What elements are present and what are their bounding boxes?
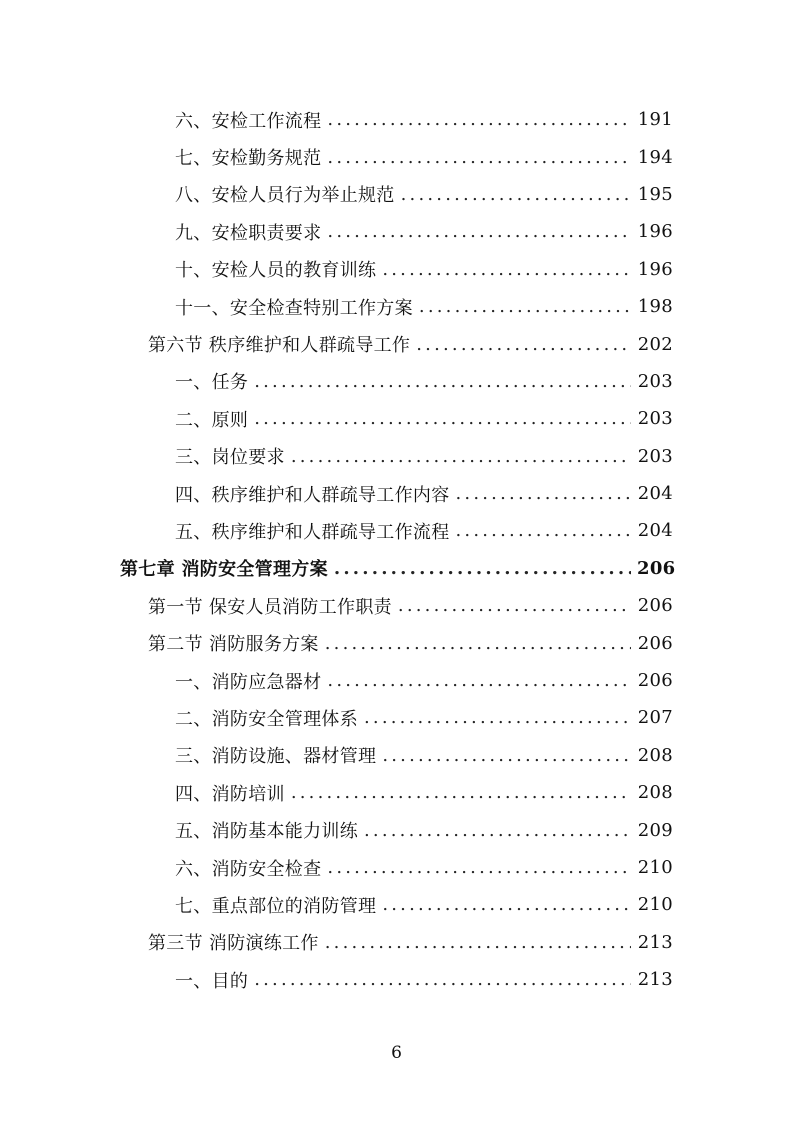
- toc-entry-page-number: 208: [637, 744, 673, 766]
- toc-entry-title: 十一、安全检查特别工作方案: [175, 297, 413, 319]
- toc-entry-title: 五、秩序维护和人群疏导工作流程: [175, 521, 450, 543]
- toc-entry-title: 七、重点部位的消防管理: [175, 895, 377, 917]
- dot-leader: [364, 820, 631, 841]
- toc-entry-section[interactable]: [0, 924, 793, 961]
- toc-entry-page-number: 207: [637, 707, 673, 729]
- toc-entry-title: 三、岗位要求: [175, 447, 285, 469]
- toc-entry-item[interactable]: [0, 811, 793, 848]
- toc-entry-item[interactable]: [0, 886, 793, 923]
- toc-entry-page-number: 195: [637, 183, 673, 205]
- toc-entry-title: 六、安检工作流程: [175, 110, 322, 132]
- toc-entry-section[interactable]: [0, 587, 793, 624]
- dot-leader: [419, 296, 631, 317]
- toc-entry-item[interactable]: [0, 400, 793, 437]
- toc-entry-item[interactable]: [0, 138, 793, 175]
- dot-leader: [327, 857, 631, 878]
- toc-entry-title: 第一节 保安人员消防工作职责: [148, 596, 392, 618]
- toc-entry-title: 四、消防培训: [175, 783, 285, 805]
- toc-entry-section[interactable]: [0, 624, 793, 661]
- dot-leader: [327, 147, 631, 168]
- dot-leader: [327, 670, 631, 691]
- toc-entry-title: 第二节 消防服务方案: [148, 634, 319, 656]
- toc-entry-item[interactable]: [0, 512, 793, 549]
- toc-entry-page-number: 203: [637, 408, 673, 430]
- dot-leader: [327, 109, 631, 130]
- toc-entry-chapter[interactable]: [0, 550, 793, 587]
- dot-leader: [401, 184, 631, 205]
- dot-leader: [291, 446, 631, 467]
- toc-entry-item[interactable]: [0, 737, 793, 774]
- toc-entry-page-number: 198: [637, 296, 673, 318]
- dot-leader: [382, 259, 631, 280]
- toc-entry-page-number: 208: [637, 782, 673, 804]
- toc-entry-item[interactable]: [0, 438, 793, 475]
- toc-entry-page-number: 204: [637, 520, 673, 542]
- toc-entry-title: 二、原则: [175, 409, 249, 431]
- toc-entry-page-number: 191: [637, 109, 673, 131]
- dot-leader: [456, 483, 632, 504]
- toc-entry-title: 一、目的: [175, 970, 249, 992]
- toc-entry-title: 三、消防设施、器材管理: [175, 746, 377, 768]
- dot-leader: [325, 633, 631, 654]
- dot-leader: [327, 221, 631, 242]
- toc-entry-title: 第六节 秩序维护和人群疏导工作: [148, 335, 411, 357]
- page-number: 6: [391, 1043, 402, 1063]
- toc-entry-page-number: 196: [637, 258, 673, 280]
- toc-entry-item[interactable]: [0, 662, 793, 699]
- toc-entry-item[interactable]: [0, 849, 793, 886]
- toc-entry-item[interactable]: [0, 288, 793, 325]
- toc-entry-item[interactable]: [0, 213, 793, 250]
- dot-leader: [334, 558, 631, 579]
- toc-entry-title: 第三节 消防演练工作: [148, 933, 319, 955]
- toc-entry-title: 八、安检人员行为举止规范: [175, 185, 395, 207]
- toc-entry-page-number: 213: [637, 969, 673, 991]
- toc-entry-item[interactable]: [0, 475, 793, 512]
- toc-entry-item[interactable]: [0, 251, 793, 288]
- toc-entry-page-number: 202: [637, 333, 673, 355]
- toc-entry-page-number: 203: [637, 370, 673, 392]
- toc-entry-title: 二、消防安全管理体系: [175, 708, 358, 730]
- toc-entry-page-number: 204: [637, 483, 673, 505]
- dot-leader: [325, 932, 631, 953]
- toc-entry-page-number: 209: [637, 819, 673, 841]
- dot-leader: [364, 707, 631, 728]
- table-of-contents: [0, 101, 793, 998]
- toc-entry-item[interactable]: [0, 699, 793, 736]
- dot-leader: [382, 745, 631, 766]
- toc-entry-page-number: 210: [637, 894, 673, 916]
- toc-entry-title: 六、消防安全检查: [175, 858, 322, 880]
- dot-leader: [456, 520, 632, 541]
- toc-entry-page-number: 206: [637, 557, 676, 579]
- toc-entry-page-number: 213: [637, 931, 673, 953]
- toc-entry-page-number: 206: [637, 632, 673, 654]
- dot-leader: [416, 334, 631, 355]
- toc-entry-title: 七、安检勤务规范: [175, 148, 322, 170]
- toc-entry-title: 四、秩序维护和人群疏导工作内容: [175, 484, 450, 506]
- toc-entry-title: 一、任务: [175, 372, 249, 394]
- toc-entry-page-number: 194: [637, 146, 673, 168]
- toc-entry-title: 十、安检人员的教育训练: [175, 260, 377, 282]
- toc-entry-title: 第七章 消防安全管理方案: [120, 559, 328, 581]
- toc-entry-title: 九、安检职责要求: [175, 222, 322, 244]
- dot-leader: [254, 371, 631, 392]
- toc-entry-title: 五、消防基本能力训练: [175, 821, 358, 843]
- toc-entry-page-number: 206: [637, 670, 673, 692]
- toc-entry-item[interactable]: [0, 176, 793, 213]
- toc-entry-item[interactable]: [0, 101, 793, 138]
- dot-leader: [254, 969, 631, 990]
- dot-leader: [398, 595, 631, 616]
- toc-entry-page-number: 210: [637, 857, 673, 878]
- toc-entry-item[interactable]: [0, 961, 793, 998]
- dot-leader: [291, 782, 631, 803]
- toc-entry-page-number: 203: [637, 445, 673, 467]
- toc-entry-page-number: 196: [637, 221, 673, 243]
- toc-entry-item[interactable]: [0, 363, 793, 400]
- toc-entry-section[interactable]: [0, 325, 793, 362]
- toc-entry-page-number: 206: [637, 595, 673, 617]
- toc-entry-title: 一、消防应急器材: [175, 671, 322, 693]
- dot-leader: [254, 408, 631, 429]
- dot-leader: [382, 894, 631, 915]
- toc-entry-item[interactable]: [0, 774, 793, 811]
